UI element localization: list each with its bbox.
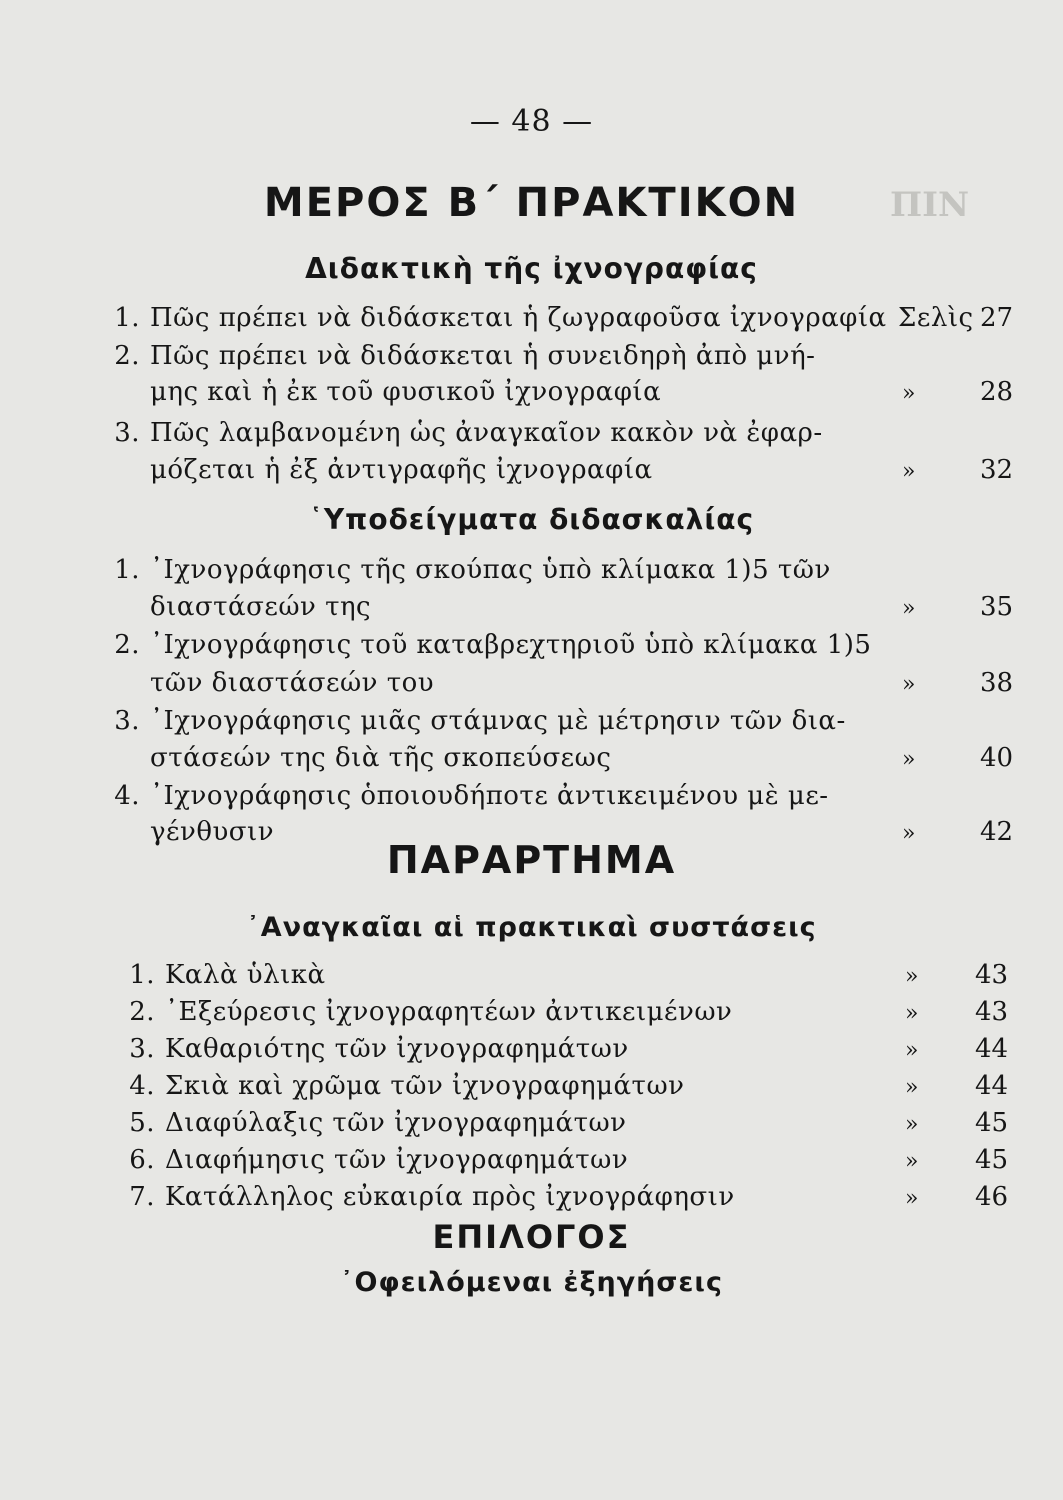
item-text-continued: διαστάσεών της <box>150 592 372 622</box>
item-text-continued: στάσεών της διὰ τῆς σκοπεύσεως <box>150 743 612 773</box>
page-ref: 45 <box>975 1108 1009 1138</box>
item-text: ᾿Εξεύρεσις ἰχνογραφητέων ἀντικειμένων <box>165 997 733 1027</box>
ditto-mark: » <box>905 1149 919 1174</box>
appendix-heading: ᾿Αναγκαῖαι αἱ πρακτικαὶ συστάσεις <box>246 912 817 943</box>
page-ref: 38 <box>980 668 1014 698</box>
item-number: 2. <box>114 341 140 371</box>
appendix-title: ΠΑΡΑΡΤΗΜΑ <box>386 838 677 882</box>
ditto-mark: » <box>905 1038 919 1063</box>
item-text: ᾿Ιχνογράφησις τοῦ καταβρεχτηριοῦ ὑπὸ κλίμακα 1)5 <box>150 630 872 660</box>
page-ref: 27 <box>980 303 1014 333</box>
item-number: 4. <box>114 781 140 811</box>
item-number: 7. <box>129 1182 155 1212</box>
page-ref: 44 <box>975 1071 1009 1101</box>
ditto-mark: » <box>905 1112 919 1137</box>
ditto-mark: » <box>902 596 916 621</box>
page-ref: 44 <box>975 1034 1009 1064</box>
item-text: Διαφήμησις τῶν ἰχνογραφημάτων <box>165 1145 629 1175</box>
ditto-mark: » <box>902 747 916 772</box>
item-text: Καθαριότης τῶν ἰχνογραφημάτων <box>165 1034 629 1064</box>
section-heading-examples: ῾Υποδείγματα διδασκαλίας <box>308 503 755 536</box>
page-ref: 45 <box>975 1145 1009 1175</box>
item-text: Καλὰ ὑλικὰ <box>165 960 326 990</box>
page-label: Σελὶς <box>898 303 974 333</box>
item-text: Πῶς πρέπει νὰ διδάσκεται ἡ ζωγραφοῦσα ἰχνογραφία <box>150 303 887 333</box>
ditto-mark: » <box>902 381 916 406</box>
item-number: 3. <box>129 1034 155 1064</box>
ditto-mark: » <box>902 821 916 846</box>
item-number: 1. <box>129 960 155 990</box>
epilogue-heading: ᾿Οφειλόμεναι ἐξηγήσεις <box>340 1267 723 1298</box>
section-heading-didactics: Διδακτικὴ τῆς ἰχνογραφίας <box>305 252 758 285</box>
page-ref: 40 <box>980 743 1014 773</box>
ditto-mark: » <box>905 964 919 989</box>
item-number: 1. <box>114 555 140 585</box>
item-text: ᾿Ιχνογράφησις μιᾶς στάμνας μὲ μέτρησιν τῶν δια- <box>150 706 846 736</box>
ditto-mark: » <box>905 1186 919 1211</box>
bleed-through-text: ΠΙΝ <box>890 185 970 225</box>
item-text-continued: τῶν διαστάσεών του <box>150 668 435 698</box>
item-text-continued: μης καὶ ἡ ἐκ τοῦ φυσικοῦ ἰχνογραφία <box>150 377 662 407</box>
item-text: Διαφύλαξις τῶν ἰχνογραφημάτων <box>165 1108 627 1138</box>
item-text: ᾿Ιχνογράφησις τῆς σκούπας ὑπὸ κλίμακα 1)5 τῶν <box>150 555 831 585</box>
page-ref: 42 <box>980 817 1014 847</box>
item-text: Πῶς πρέπει νὰ διδάσκεται ἡ συνειδηρὴ ἀπὸ μνή- <box>150 341 816 371</box>
page-ref: 35 <box>980 592 1014 622</box>
ditto-mark: » <box>902 672 916 697</box>
part-title: ΜΕΡΟΣ Β΄ ΠΡΑΚΤΙΚΟΝ <box>263 180 800 226</box>
item-text-continued: μόζεται ἡ ἐξ ἀντιγραφῆς ἰχνογραφία <box>150 455 653 485</box>
page-ref: 32 <box>980 455 1014 485</box>
page-ref: 28 <box>980 377 1014 407</box>
item-number: 2. <box>114 630 140 660</box>
item-number: 4. <box>129 1071 155 1101</box>
page-ref: 43 <box>975 960 1009 990</box>
item-text: Κατάλληλος εὐκαιρία πρὸς ἰχνογράφησιν <box>165 1182 735 1212</box>
ditto-mark: » <box>902 459 916 484</box>
page-number: — 48 — <box>469 104 594 139</box>
item-number: 3. <box>114 418 140 448</box>
page-ref: 43 <box>975 997 1009 1027</box>
page-ref: 46 <box>975 1182 1009 1212</box>
item-text: ᾿Ιχνογράφησις ὁποιουδήποτε ἀντικειμένου μὲ με- <box>150 781 829 811</box>
item-text: Σκιὰ καὶ χρῶμα τῶν ἰχνογραφημάτων <box>165 1071 685 1101</box>
item-number: 3. <box>114 706 140 736</box>
ditto-mark: » <box>905 1001 919 1026</box>
item-number: 5. <box>129 1108 155 1138</box>
epilogue-title: ΕΠΙΛΟΓΟΣ <box>432 1218 631 1256</box>
item-text-continued: γένθυσιν <box>150 817 275 847</box>
item-text: Πῶς λαμβανομένη ὡς ἀναγκαῖον κακὸν νὰ ἐφαρ- <box>150 418 823 448</box>
item-number: 1. <box>114 303 140 333</box>
item-number: 2. <box>129 997 155 1027</box>
ditto-mark: » <box>905 1075 919 1100</box>
item-number: 6. <box>129 1145 155 1175</box>
